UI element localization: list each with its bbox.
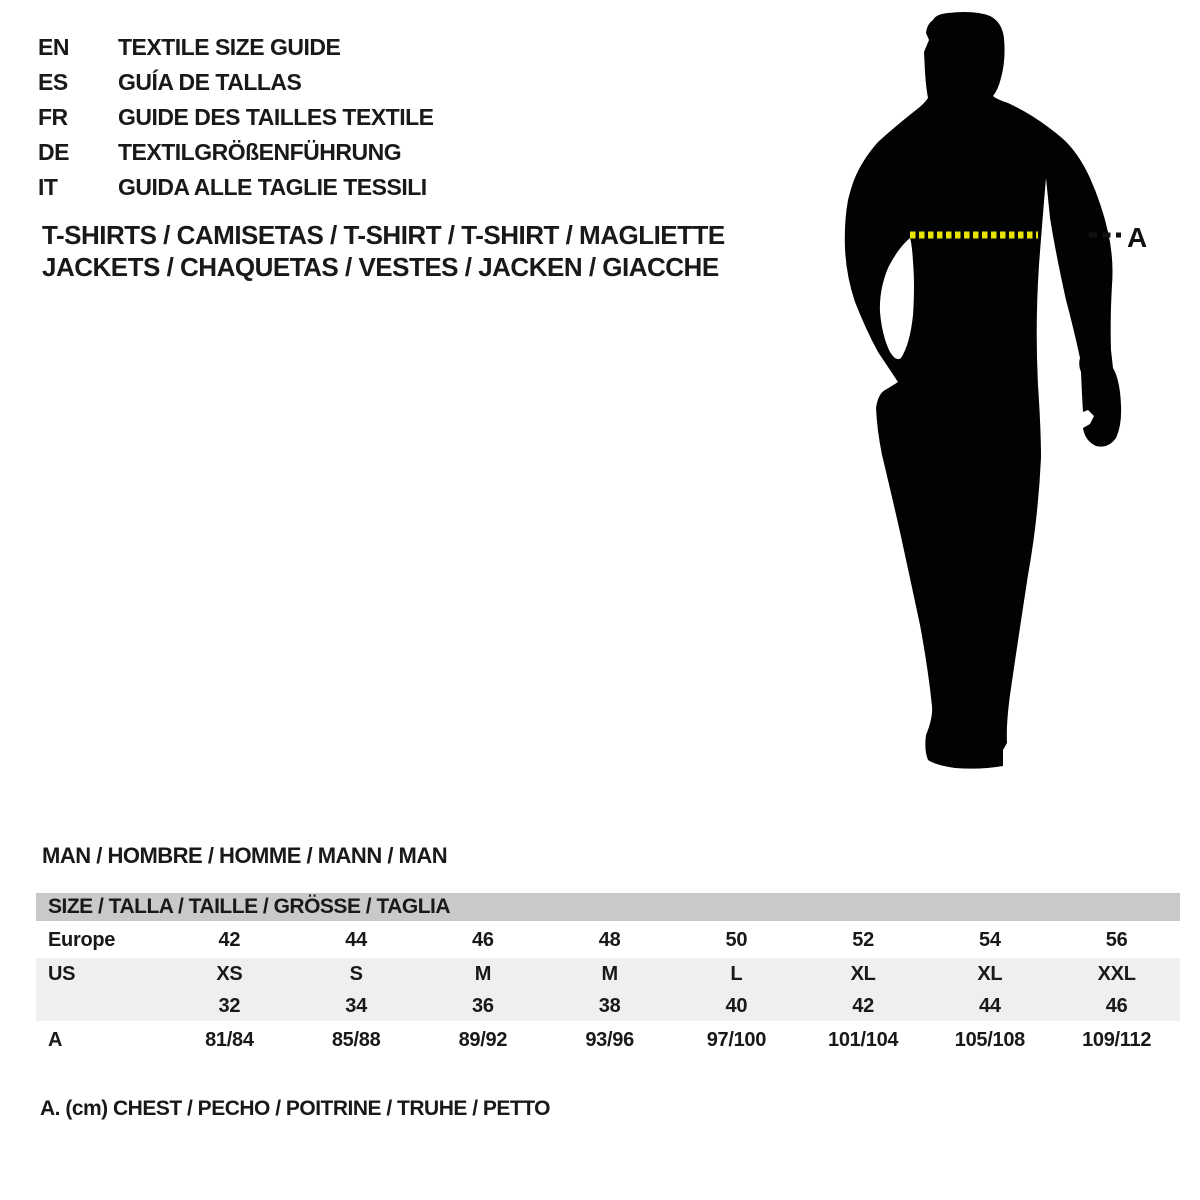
- table-cell: M: [601, 963, 618, 985]
- guide-title: GUÍA DE TALLAS: [118, 69, 302, 95]
- row-label: A: [48, 1028, 63, 1051]
- table-cell: 36: [472, 994, 494, 1017]
- man-silhouette-svg: [840, 0, 1150, 800]
- category-line-jackets: JACKETS / CHAQUETAS / VESTES / JACKEN / GIACCHE: [42, 252, 719, 282]
- table-cell: 32: [218, 994, 241, 1017]
- language-code: IT: [38, 174, 58, 200]
- table-cell: 101/104: [828, 1028, 899, 1051]
- table-cell: 48: [598, 929, 621, 951]
- table-cell: 50: [725, 929, 748, 951]
- measurement-legend: A. (cm) CHEST / PECHO / POITRINE / TRUHE / PETTO: [40, 1097, 551, 1120]
- guide-title: TEXTILE SIZE GUIDE: [118, 34, 341, 60]
- guide-title: TEXTILGRÖßENFÜHRUNG: [118, 139, 402, 165]
- size-table-header-label: SIZE / TALLA / TAILLE / GRÖSSE / TAGLIA: [48, 895, 451, 918]
- language-code: DE: [38, 139, 69, 165]
- man-silhouette-figure: [840, 0, 1150, 800]
- language-code: EN: [38, 34, 69, 60]
- table-cell: 85/88: [331, 1028, 381, 1051]
- size-table-header: [36, 893, 1180, 921]
- table-cell: 46: [472, 929, 494, 951]
- language-row: [38, 135, 434, 170]
- table-cell: 89/92: [458, 1028, 508, 1051]
- category-lines: [42, 219, 725, 283]
- table-cell: 54: [979, 929, 1001, 951]
- marker-label-a: A: [1127, 222, 1148, 253]
- table-cell: XL: [977, 963, 1003, 985]
- table-cell: 109/112: [1082, 1028, 1152, 1051]
- table-cell: 93/96: [585, 1028, 634, 1051]
- table-cell: 97/100: [706, 1028, 767, 1051]
- table-cell: 40: [725, 994, 748, 1017]
- language-list: [38, 30, 434, 205]
- table-cell: XS: [216, 963, 243, 985]
- table-cell: 46: [1105, 994, 1128, 1017]
- guide-title: GUIDE DES TAILLES TEXTILE: [118, 104, 434, 130]
- guide-title: GUIDA ALLE TAGLIE TESSILI: [118, 174, 427, 200]
- table-cell: M: [474, 963, 492, 985]
- table-cell: 44: [979, 994, 1001, 1017]
- language-code: ES: [38, 69, 68, 95]
- table-row-us: [36, 958, 1180, 991]
- row-label: US: [48, 963, 76, 985]
- table-cell: 44: [345, 929, 367, 951]
- table-cell: S: [349, 963, 363, 985]
- table-cell: 81/84: [205, 1028, 254, 1051]
- language-row: [38, 100, 434, 135]
- table-cell: 105/108: [954, 1028, 1025, 1051]
- language-row: [38, 65, 434, 100]
- language-row: [38, 30, 434, 65]
- language-code: FR: [38, 104, 68, 130]
- table-row-europe: [36, 923, 1180, 958]
- man-silhouette: [845, 12, 1121, 769]
- table-cell: L: [730, 963, 743, 985]
- gender-heading: MAN / HOMBRE / HOMME / MANN / MAN: [42, 843, 448, 868]
- size-table: [36, 893, 1180, 1059]
- table-cell: 56: [1105, 929, 1128, 951]
- table-cell: 34: [345, 994, 367, 1017]
- language-row: [38, 170, 434, 205]
- table-cell: 42: [852, 994, 874, 1017]
- table-cell: 52: [852, 929, 874, 951]
- table-cell: XXL: [1097, 963, 1136, 985]
- category-line-tshirts: T-SHIRTS / CAMISETAS / T-SHIRT / T-SHIRT / MAGLIETTE: [42, 220, 725, 250]
- table-row-numeric: [36, 991, 1180, 1021]
- table-cell: 42: [218, 929, 241, 951]
- table-cell: 38: [598, 994, 621, 1017]
- table-row-chest-a: [36, 1021, 1180, 1059]
- row-label: Europe: [48, 929, 116, 951]
- table-cell: XL: [850, 963, 876, 985]
